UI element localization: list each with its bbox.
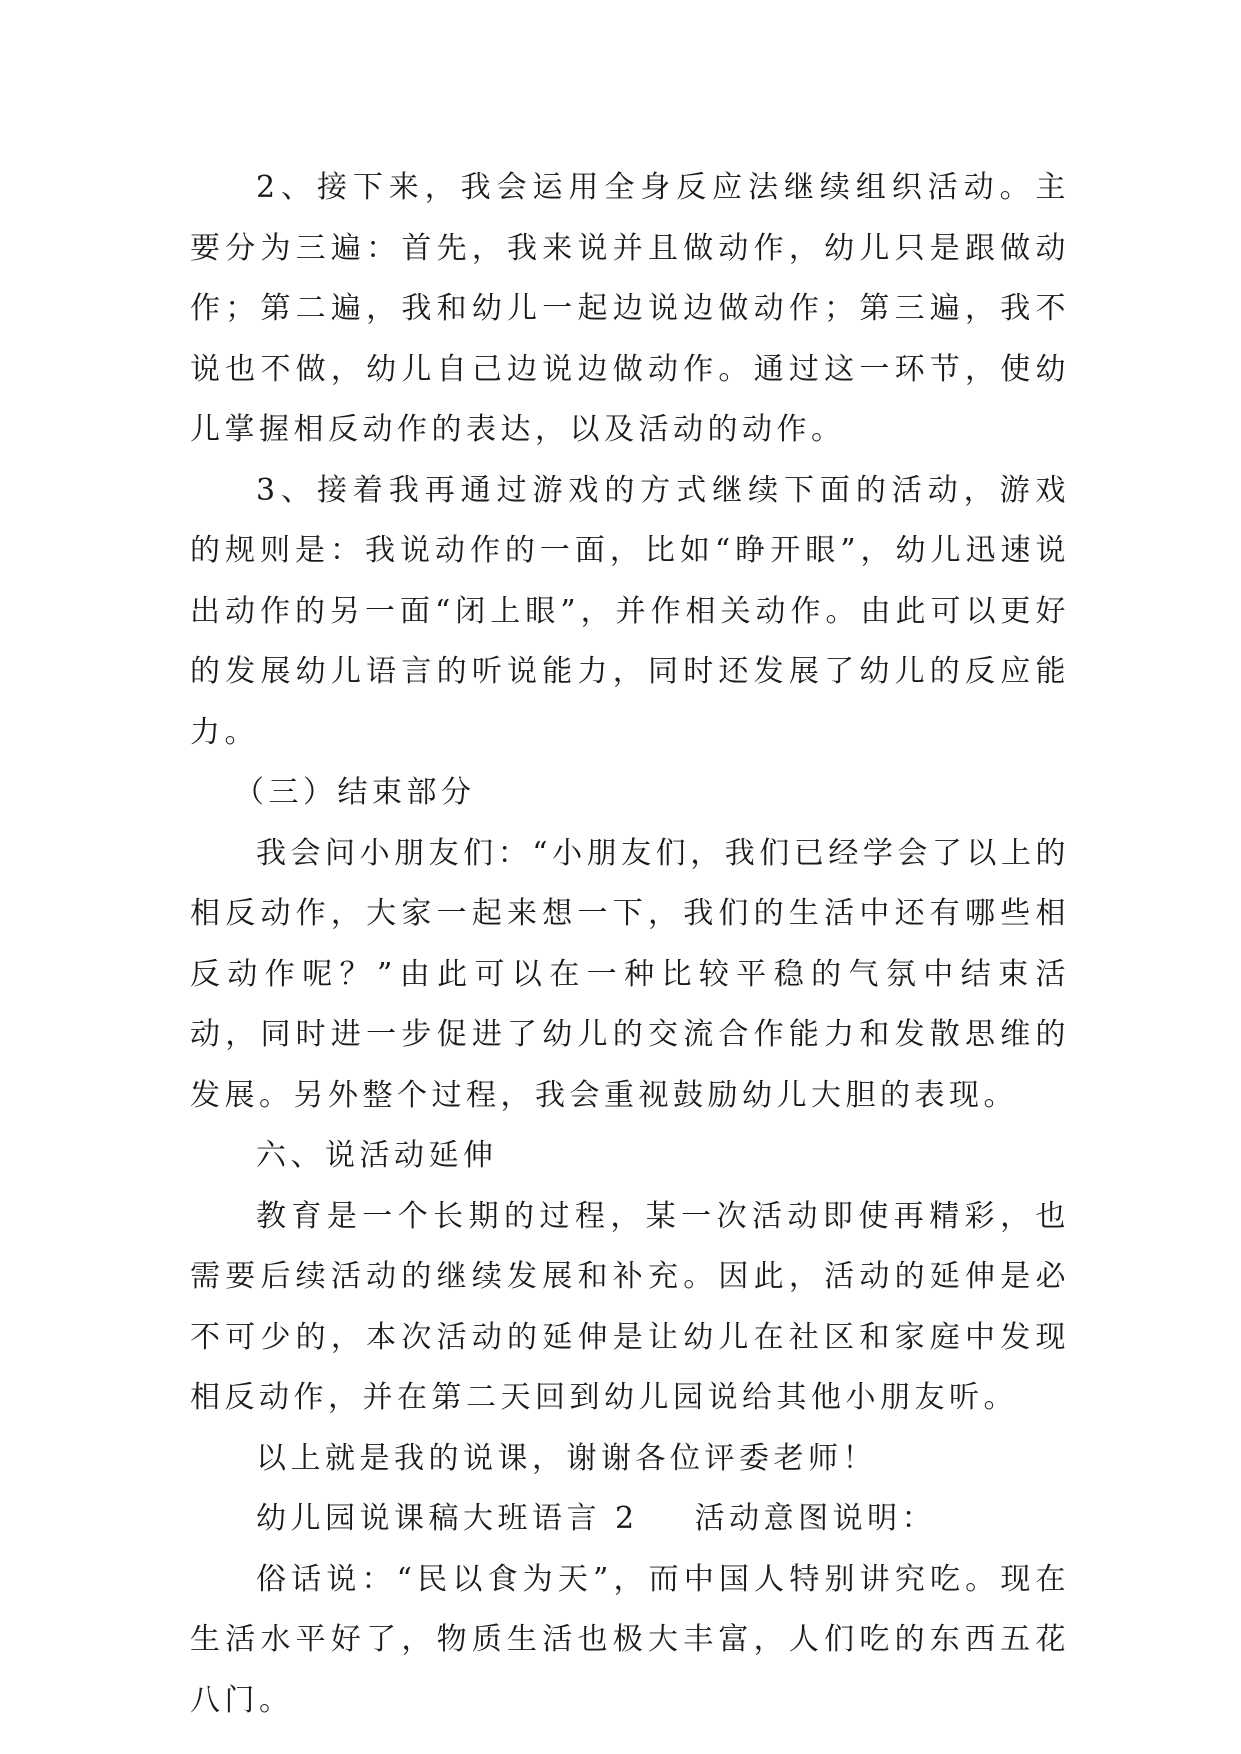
paragraph-intent: 俗话说：“民以食为天”，而中国人特别讲究吃。现在生活水平好了，物质生活也极大丰富，人们吃的东西五花八门。 bbox=[190, 1561, 1070, 1718]
paragraph-ending: 我会问小朋友们：“小朋友们，我们已经学会了以上的相反动作，大家一起来想一下，我们的生活中还有哪些相反动作呢？”由此可以在一种比较平稳的气氛中结束活动，同时进一步促进了幼儿的交流合作能力和发散思维的发展。另外整个过程，我会重视鼓励幼儿大胆的表现。 bbox=[190, 835, 1070, 1113]
section-heading-extension: 六、说活动延伸 bbox=[256, 1138, 498, 1173]
section-heading-lesson-2 bbox=[190, 1489, 1070, 1550]
paragraph-extension: 教育是一个长期的过程，某一次活动即使再精彩，也需要后续活动的继续发展和补充。因此，活动的延伸是必不可少的，本次活动的延伸是让幼儿在社区和家庭中发现相反动作，并在第二天回到幼儿园说给其他小朋友听。 bbox=[190, 1198, 1070, 1415]
activity-intent-label: 活动意图说明： bbox=[694, 1501, 937, 1536]
document-body bbox=[190, 158, 1070, 1731]
section-heading-ending: （三）结束部分 bbox=[234, 775, 476, 810]
lesson-2-title: 幼儿园说课稿大班语言 2 bbox=[256, 1501, 639, 1536]
paragraph-step-2: 2、接下来，我会运用全身反应法继续组织活动。主要分为三遍：首先，我来说并且做动作，幼儿只是跟做动作；第二遍，我和幼儿一起边说边做动作；第三遍，我不说也不做，幼儿自己边说边做动作。通过这一环节，使幼儿掌握相反动作的表达，以及活动的动作。 bbox=[190, 170, 1070, 447]
paragraph-thanks: 以上就是我的说课，谢谢各位评委老师！ bbox=[256, 1440, 877, 1476]
paragraph-step-3: 3、接着我再通过游戏的方式继续下面的活动，游戏的规则是：我说动作的一面，比如“睁开眼”，幼儿迅速说出动作的另一面“闭上眼”，并作相关动作。由此可以更好的发展幼儿语言的听说能力，同时还发展了幼儿的反应能力。 bbox=[190, 472, 1070, 750]
